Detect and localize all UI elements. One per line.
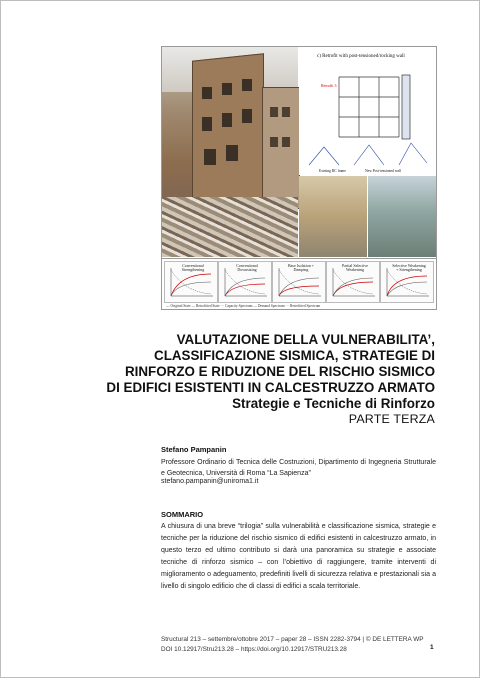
schematic-caption-right: New Post-tensioned wall — [365, 169, 401, 173]
summary-heading: SOMMARIO — [161, 510, 204, 519]
graph-label: Selective Weakening + Strengthening — [392, 263, 426, 272]
footer-citation: Structural 213 – settembre/ottobre 2017 – paper 28 – ISSN 2282-3794 | © DE LETTERA WP — [161, 636, 424, 643]
paper-title-line-1: VALUTAZIONE DELLA VULNERABILITA’, — [176, 332, 435, 347]
damaged-building-photo — [162, 47, 298, 257]
graph-strengthening — [164, 261, 218, 303]
author-affiliation: Professore Ordinario di Tecnica delle Costruzioni, Dipartimento di Ingegneria Strutturale e Geotecnica, Università di Roma “La Sapienza” — [161, 459, 436, 477]
paper-title-line-2: CLASSIFICAZIONE SISMICA, STRATEGIE DI — [154, 348, 435, 363]
retrofit-strategy-graphs — [162, 258, 436, 310]
summary-text: A chiusura di una breve “trilogia” sulla vulnerabilità e classificazione sismica, strategie e tecniche per la riduzione del rischio sismico di edifici esistenti in calcestruzzo armato, in questo terzo ed ultimo contributo si darà una panoramica su strategie e associate tecniche di rinforzo sismico – con l’obiettivo di raggiungere, tramite interventi di miglioramento o adeguamento, predefiniti livelli di sicurezza relativa e prestazionali sia a livello di singolo edificio che di classi di edifici a scala territoriale. — [161, 523, 436, 591]
paper-part: PARTE TERZA — [348, 412, 435, 426]
graph-label: Partial Selective Weakening — [341, 263, 369, 272]
schematic-mark: Retrofit 3 — [321, 83, 337, 88]
author-email[interactable]: stefano.pampanin@uniroma1.it — [161, 478, 259, 485]
graph-label: Conventional Downsizing — [236, 263, 258, 272]
paper-title-line-3: RINFORZO E RIDUZIONE DEL RISCHIO SISMICO — [125, 364, 435, 379]
footer-doi[interactable]: DOI 10.12917/Stru213.28 – https://doi.org/10.12917/STRU213.28 — [161, 646, 347, 653]
graph-label: Base Isolation + Damping — [287, 263, 315, 272]
schematic-caption-left: Existing RC frame — [319, 169, 346, 173]
paper-subtitle: Strategie e Tecniche di Rinforzo — [232, 396, 435, 411]
author-name: Stefano Pampanin — [161, 445, 227, 454]
graph-legend: — Original State — Retrofitted State ··· Capacity Spectrum — Demand Spectrum ··· Retrofitted Spectrum — [166, 304, 321, 308]
graph-partial-weakening — [326, 261, 380, 303]
schematic-title: c) Retrofit with post-tensioned/rocking wall — [317, 54, 405, 59]
paper-title-line-4: DI EDIFICI ESISTENTI IN CALCESTRUZZO ARMATO — [106, 380, 435, 395]
retrofit-schematic — [299, 47, 436, 175]
graph-label: Conventional Strengthening — [181, 263, 205, 272]
graph-downsizing — [218, 261, 272, 303]
graph-base-isolation — [272, 261, 326, 303]
graph-selective-weakening — [380, 261, 434, 303]
cover-figure — [161, 46, 437, 310]
page-number: 1 — [430, 644, 434, 651]
retrofit-photo-left — [299, 176, 367, 257]
retrofit-schematic-drawing — [299, 47, 436, 175]
retrofit-photo-right — [368, 176, 436, 257]
